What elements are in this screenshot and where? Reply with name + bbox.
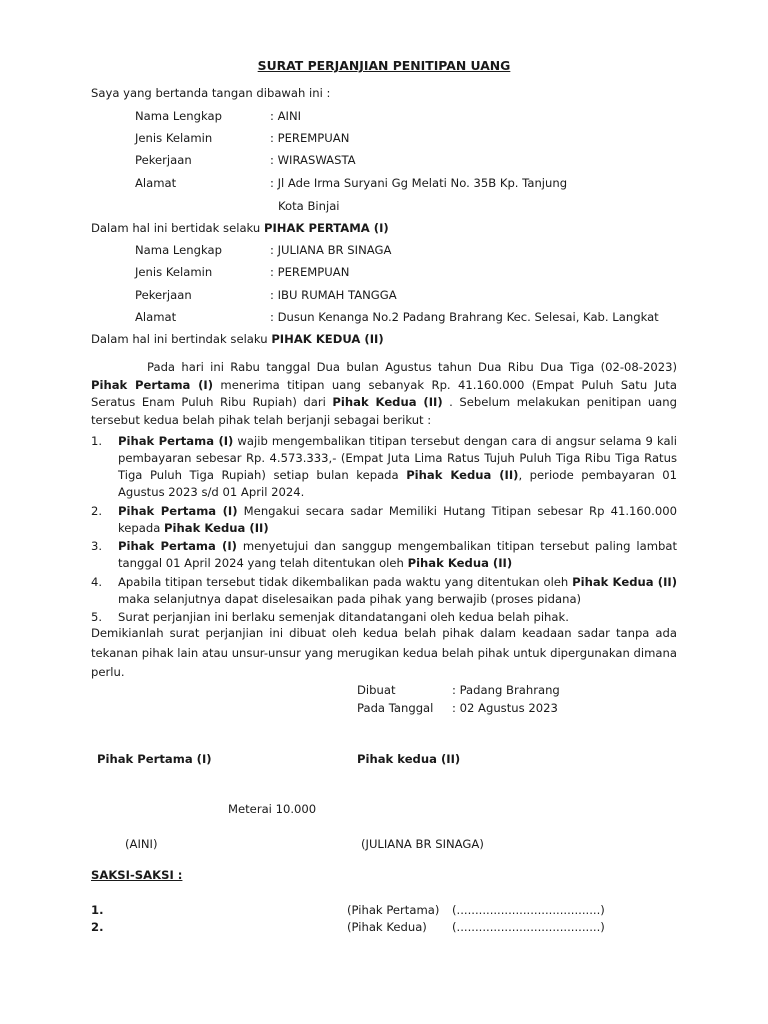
witnesses-heading: SAKSI-SAKSI : bbox=[91, 868, 183, 882]
party1-value-address: : Jl Ade Irma Suryani Gg Melati No. 35B Kp. Tanjung bbox=[270, 176, 568, 190]
terms-list bbox=[91, 433, 677, 628]
list-item bbox=[91, 538, 677, 572]
list-bold-lead: Pihak Pertama (I) bbox=[118, 539, 237, 553]
party1-value-job: : WIRASWASTA bbox=[270, 153, 356, 167]
party2-role-line bbox=[91, 332, 384, 346]
signature-party1-title: Pihak Pertama (I) bbox=[97, 752, 212, 766]
signature-party1-name: (AINI) bbox=[125, 837, 158, 851]
party2-value-gender: : PEREMPUAN bbox=[270, 265, 350, 279]
party1-value-gender: : PEREMPUAN bbox=[270, 131, 350, 145]
list-number: 2. bbox=[91, 503, 103, 518]
party2-role: PIHAK KEDUA (II) bbox=[271, 332, 384, 346]
list-bold-mid: Pihak Kedua (II) bbox=[406, 468, 519, 482]
intro-line: Saya yang bertanda tangan dibawah ini : bbox=[91, 86, 331, 100]
list-bold-mid: Pihak Kedua (II) bbox=[164, 520, 269, 535]
list-text-tail: , periode pembayaran 01 Agustus 2023 s/d 01 April 2024. bbox=[118, 468, 678, 499]
date-value: : 02 Agustus 2023 bbox=[452, 701, 558, 715]
list-bold-lead: Pihak Pertama (I) bbox=[118, 503, 238, 518]
list-text: wajib mengembalikan titipan tersebut dengan cara di angsur selama 9 kali pembayaran sebesar Rp. 4.573.333,- (Empat Juta Lima Ratus Tujuh Puluh Tiga Ribu Tiga Ratus Tiga Puluh Tiga Rupiah) setiap bulan kepada bbox=[118, 434, 678, 482]
para-text-2: menerima titipan uang sebanyak Rp. 41.160.000 (Empat Puluh Satu Juta Seratus Enam Puluh Ribu Rupiah) dari bbox=[91, 377, 677, 409]
witness-role: (Pihak Pertama) bbox=[347, 903, 440, 917]
party2-label-job: Pekerjaan bbox=[135, 288, 192, 302]
list-text: Apabila titipan tersebut tidak dikembalikan pada waktu yang ditentukan oleh bbox=[118, 574, 573, 589]
closing-paragraph: Demikianlah surat perjanjian ini dibuat oleh kedua belah pihak dalam keadaan sadar tanpa ada tekanan pihak lain atau unsur-unsur yang merugikan kedua belah pihak untuk dipergunakan dimana perlu. bbox=[91, 626, 677, 679]
list-bold-mid: Pihak Kedua (II) bbox=[572, 574, 677, 589]
document-title: SURAT PERJANJIAN PENITIPAN UANG bbox=[257, 58, 511, 73]
witness-number: 1. bbox=[91, 903, 104, 917]
party2-label-name: Nama Lengkap bbox=[135, 243, 222, 257]
party1-role-prefix: Dalam hal ini bertidak selaku bbox=[91, 221, 264, 235]
para-text-3: . Sebelum melakukan penitipan uang tersebut kedua belah pihak telah berjanji sebagai berikut : bbox=[91, 395, 677, 427]
party1-label-name: Nama Lengkap bbox=[135, 109, 222, 123]
para-text-1: Pada hari ini Rabu tanggal Dua bulan Agustus tahun Dua Ribu Dua Tiga (02-08-2023) bbox=[147, 360, 677, 374]
agreement-paragraph bbox=[91, 359, 677, 429]
party2-label-address: Alamat bbox=[135, 310, 177, 324]
list-number: 3. bbox=[91, 539, 103, 553]
signature-party2-name: (JULIANA BR SINAGA) bbox=[361, 837, 484, 851]
list-bold-mid: Pihak Kedua (II) bbox=[407, 556, 513, 570]
party2-value-name: : JULIANA BR SINAGA bbox=[270, 243, 392, 257]
list-item bbox=[91, 574, 677, 608]
list-item bbox=[91, 433, 677, 501]
party2-label-gender: Jenis Kelamin bbox=[135, 265, 213, 279]
list-number: 5. bbox=[91, 610, 103, 624]
party1-role-line bbox=[91, 221, 389, 235]
list-text: Surat perjanjian ini berlaku semenjak ditandatangani oleh kedua belah pihak. bbox=[118, 610, 569, 624]
witness-signature-blank: (.......................................) bbox=[452, 920, 605, 934]
party1-role: PIHAK PERTAMA (I) bbox=[263, 221, 389, 235]
party2-value-address: : Dusun Kenanga No.2 Padang Brahrang Kec. Selesai, Kab. Langkat bbox=[270, 310, 659, 324]
list-number: 4. bbox=[91, 574, 103, 589]
para-bold-2: Pihak Kedua (II) bbox=[332, 395, 443, 409]
meterai-stamp-label: Meterai 10.000 bbox=[228, 802, 317, 816]
place-value: : Padang Brahrang bbox=[452, 683, 560, 697]
list-bold-lead: Pihak Pertama (I) bbox=[118, 434, 234, 448]
party1-value-name: : AINI bbox=[270, 109, 302, 123]
place-label: Dibuat bbox=[357, 683, 396, 697]
list-text-tail: maka selanjutnya dapat diselesaikan pada pihak yang berwajib (proses pidana) bbox=[118, 591, 582, 606]
party2-role-prefix: Dalam hal ini bertindak selaku bbox=[91, 332, 272, 346]
party1-label-gender: Jenis Kelamin bbox=[135, 131, 213, 145]
witness-signature-blank: (.......................................) bbox=[452, 903, 605, 917]
party1-address-continued: Kota Binjai bbox=[278, 199, 340, 213]
party1-label-address: Alamat bbox=[135, 176, 177, 190]
witness-number: 2. bbox=[91, 920, 104, 934]
signature-party2-title: Pihak kedua (II) bbox=[357, 752, 461, 766]
para-bold-1: Pihak Pertama (I) bbox=[91, 377, 214, 392]
party2-value-job: : IBU RUMAH TANGGA bbox=[270, 288, 397, 302]
list-text: menyetujui dan sanggup mengembalikan titipan tersebut paling lambat tanggal 01 April 2024 yang telah ditentukan oleh bbox=[118, 539, 677, 570]
party1-label-job: Pekerjaan bbox=[135, 153, 192, 167]
list-item bbox=[91, 503, 677, 537]
witness-role: (Pihak Kedua) bbox=[347, 920, 427, 934]
list-text: Mengakui secara sadar Memiliki Hutang Titipan sebesar Rp 41.160.000 kepada bbox=[118, 503, 678, 535]
date-label: Pada Tanggal bbox=[357, 701, 434, 715]
list-number: 1. bbox=[91, 434, 103, 448]
